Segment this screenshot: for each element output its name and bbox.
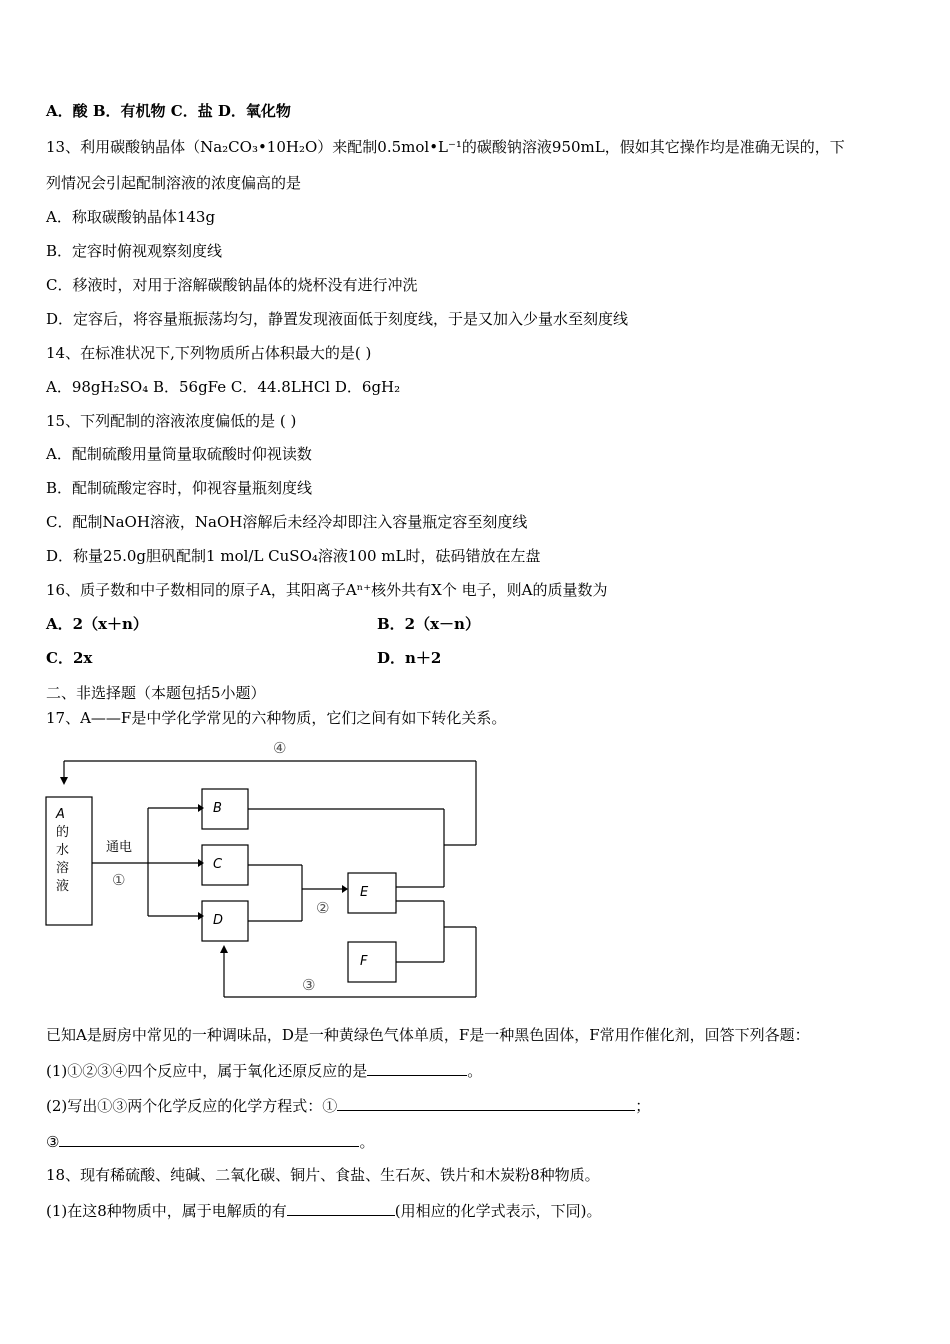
- label-d: D: [213, 913, 224, 928]
- q17-part2b-end: 。: [359, 1133, 375, 1151]
- step-2-marker: ②: [316, 899, 330, 917]
- box-a-char-2: 的: [56, 825, 70, 840]
- q13-option-c: C．移液时，对用于溶解碳酸钠晶体的烧杯没有进行冲洗: [46, 276, 418, 294]
- q17-part1-blank[interactable]: [367, 1059, 467, 1076]
- q17-part1-text: (1)①②③④四个反应中，属于氧化还原反应的是: [46, 1062, 368, 1080]
- q17-part2-blank-2[interactable]: [59, 1130, 359, 1147]
- step-4-marker: ④: [273, 739, 287, 757]
- box-a-char-5: 液: [56, 879, 70, 894]
- q13-option-d: D．定容后，将容量瓶振荡均匀，静置发现液面低于刻度线，于是又加入少量水至刻度线: [46, 310, 629, 328]
- q13-option-b: B．定容时俯视观察刻度线: [46, 242, 223, 260]
- q17-part2-second: [46, 1130, 374, 1152]
- q16-option-d: D．n＋2: [377, 649, 442, 667]
- box-a-char-4: 溶: [56, 861, 70, 876]
- label-e: E: [360, 885, 369, 900]
- q14-options: A．98gH₂SO₄ B．56gFe C．44.8LHCl D．6gH₂: [46, 378, 401, 396]
- box-c: [202, 845, 248, 885]
- q17-stem: 17、A——F是中学化学常见的六种物质，它们之间有如下转化关系。: [46, 709, 507, 727]
- q15-option-a: A．配制硫酸用量筒量取硫酸时仰视读数: [46, 445, 312, 463]
- box-d: [202, 901, 248, 941]
- q18-part1: [46, 1199, 602, 1221]
- q17-part2b-text: ③: [46, 1133, 60, 1151]
- q12-options: A．酸 B．有机物 C．盐 D．氧化物: [46, 102, 291, 120]
- label-b: B: [213, 801, 222, 816]
- q17-part2: [46, 1094, 650, 1116]
- q15-option-d: D．称量25.0g胆矾配制1 mol/L CuSO₄溶液100 mL时，砝码错放在左盘: [46, 547, 541, 565]
- step-1-marker: ①: [112, 871, 126, 889]
- q15-stem: 15、下列配制的溶液浓度偏低的是 ( ): [46, 412, 297, 430]
- box-e: [348, 873, 396, 913]
- q15-option-c: C．配制NaOH溶液，NaOH溶解后未经冷却即注入容量瓶定容至刻度线: [46, 513, 528, 531]
- q17-part1-end: 。: [467, 1062, 483, 1080]
- q13-stem-line2: 列情况会引起配制溶液的浓度偏高的是: [46, 174, 302, 192]
- q18-stem: 18、现有稀硫酸、纯碱、二氧化碳、铜片、食盐、生石灰、铁片和木炭粉8种物质。: [46, 1166, 600, 1184]
- q17-part2-text: (2)写出①③两个化学反应的化学方程式：①: [46, 1097, 338, 1115]
- q18-part1-blank[interactable]: [287, 1199, 395, 1216]
- q17-part2-end: ；: [635, 1097, 651, 1115]
- q15-option-b: B．配制硫酸定容时，仰视容量瓶刻度线: [46, 479, 313, 497]
- q16-option-b: B．2（x－n）: [377, 615, 480, 633]
- arrow-label-electrolysis: 通电: [106, 840, 133, 855]
- section-2-title: 二、非选择题（本题包括5小题）: [46, 684, 266, 702]
- q13-option-a: A．称取碳酸钠晶体143g: [46, 208, 216, 226]
- q17-part2-blank-1[interactable]: [337, 1094, 635, 1111]
- box-a-char-1: A: [56, 807, 65, 822]
- q17-part1: [46, 1059, 482, 1081]
- box-a-char-3: 水: [56, 843, 70, 858]
- q14-stem: 14、在标准状况下,下列物质所占体积最大的是( ): [46, 344, 372, 362]
- box-f: [348, 942, 396, 982]
- q16-stem: 16、质子数和中子数相同的原子A，其阳离子Aⁿ⁺核外共有X个 电子，则A的质量数为: [46, 581, 608, 599]
- q16-option-c: C．2x: [46, 649, 93, 667]
- q16-option-a: A．2（x＋n）: [46, 615, 148, 633]
- q18-part1-end: (用相应的化学式表示，下同)。: [394, 1202, 602, 1220]
- box-b: [202, 789, 248, 829]
- label-c: C: [213, 857, 223, 872]
- q17-reaction-diagram: [40, 735, 490, 1005]
- q18-part1-text: (1)在这8种物质中，属于电解质的有: [46, 1202, 287, 1220]
- q17-known-info: 已知A是厨房中常见的一种调味品，D是一种黄绿色气体单质，F是一种黑色固体，F常用作催化剂，回答下列各题：: [46, 1026, 810, 1044]
- label-f: F: [360, 954, 368, 969]
- step-3-marker: ③: [302, 976, 316, 994]
- q13-stem-line1: 13、利用碳酸钠晶体（Na₂CO₃•10H₂O）来配制0.5mol•L⁻¹的碳酸钠溶液950mL，假如其它操作均是准确无误的，下: [46, 138, 845, 156]
